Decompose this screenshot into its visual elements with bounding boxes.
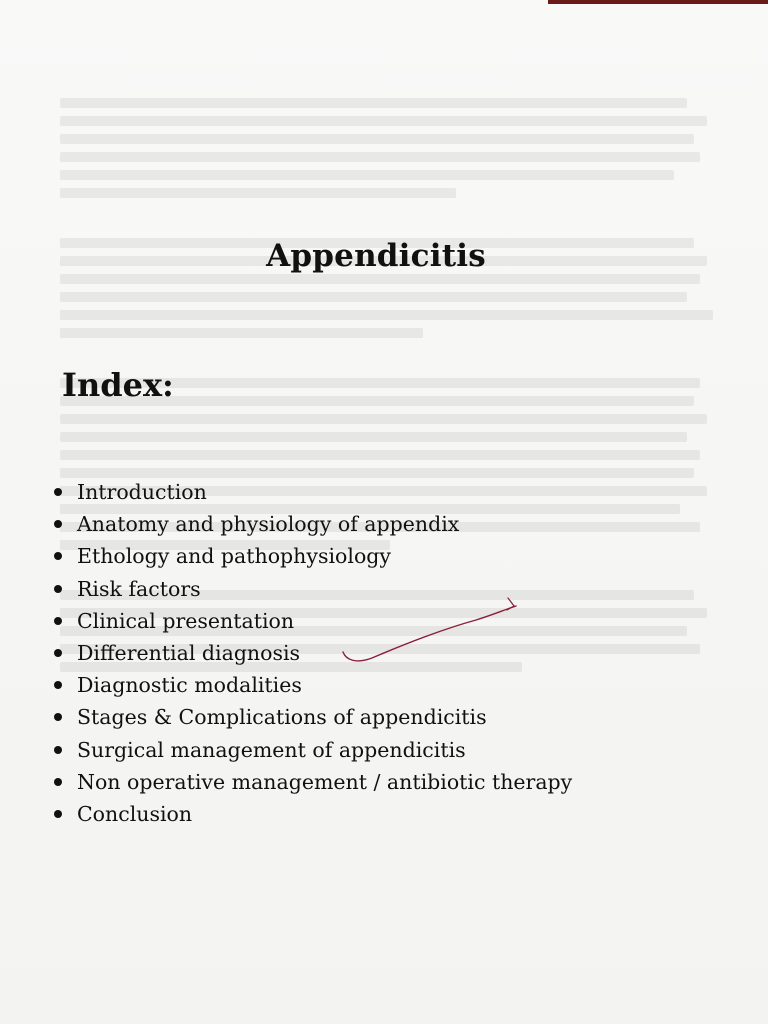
index-item	[54, 508, 572, 540]
index-item	[54, 734, 572, 766]
index-item	[54, 798, 572, 830]
index-item-label: Surgical management of appendicitis	[77, 737, 466, 762]
bullet-icon	[54, 552, 62, 560]
bullet-icon	[54, 488, 62, 496]
index-item-label: Diagnostic modalities	[77, 673, 302, 698]
index-item-label: Ethology and pathophysiology	[77, 544, 391, 569]
bullet-icon	[54, 585, 62, 593]
index-item	[54, 766, 572, 798]
bullet-icon	[54, 681, 62, 689]
index-item	[54, 476, 572, 508]
index-item-label: Risk factors	[77, 576, 201, 601]
page-top-edge	[548, 0, 768, 4]
index-item	[54, 669, 572, 701]
bullet-icon	[54, 713, 62, 721]
index-item	[54, 637, 572, 669]
bullet-icon	[54, 520, 62, 528]
bullet-icon	[54, 617, 62, 625]
index-item	[54, 573, 572, 605]
document-title: Appendicitis	[266, 238, 486, 274]
bullet-icon	[54, 746, 62, 754]
index-item-label: Stages & Complications of appendicitis	[77, 705, 487, 730]
index-item-label: Clinical presentation	[77, 608, 295, 633]
index-item-label: Anatomy and physiology of appendix	[77, 512, 460, 537]
index-item-label: Non operative management / antibiotic therapy	[77, 769, 573, 794]
index-item	[54, 701, 572, 733]
index-item	[54, 605, 572, 637]
index-list	[54, 476, 572, 830]
index-item-label: Differential diagnosis	[77, 641, 301, 666]
index-item-label: Introduction	[77, 480, 207, 505]
index-item	[54, 540, 572, 572]
index-item-label: Conclusion	[77, 801, 193, 826]
bullet-icon	[54, 810, 62, 818]
bullet-icon	[54, 778, 62, 786]
bullet-icon	[54, 649, 62, 657]
index-heading: Index:	[62, 366, 174, 404]
